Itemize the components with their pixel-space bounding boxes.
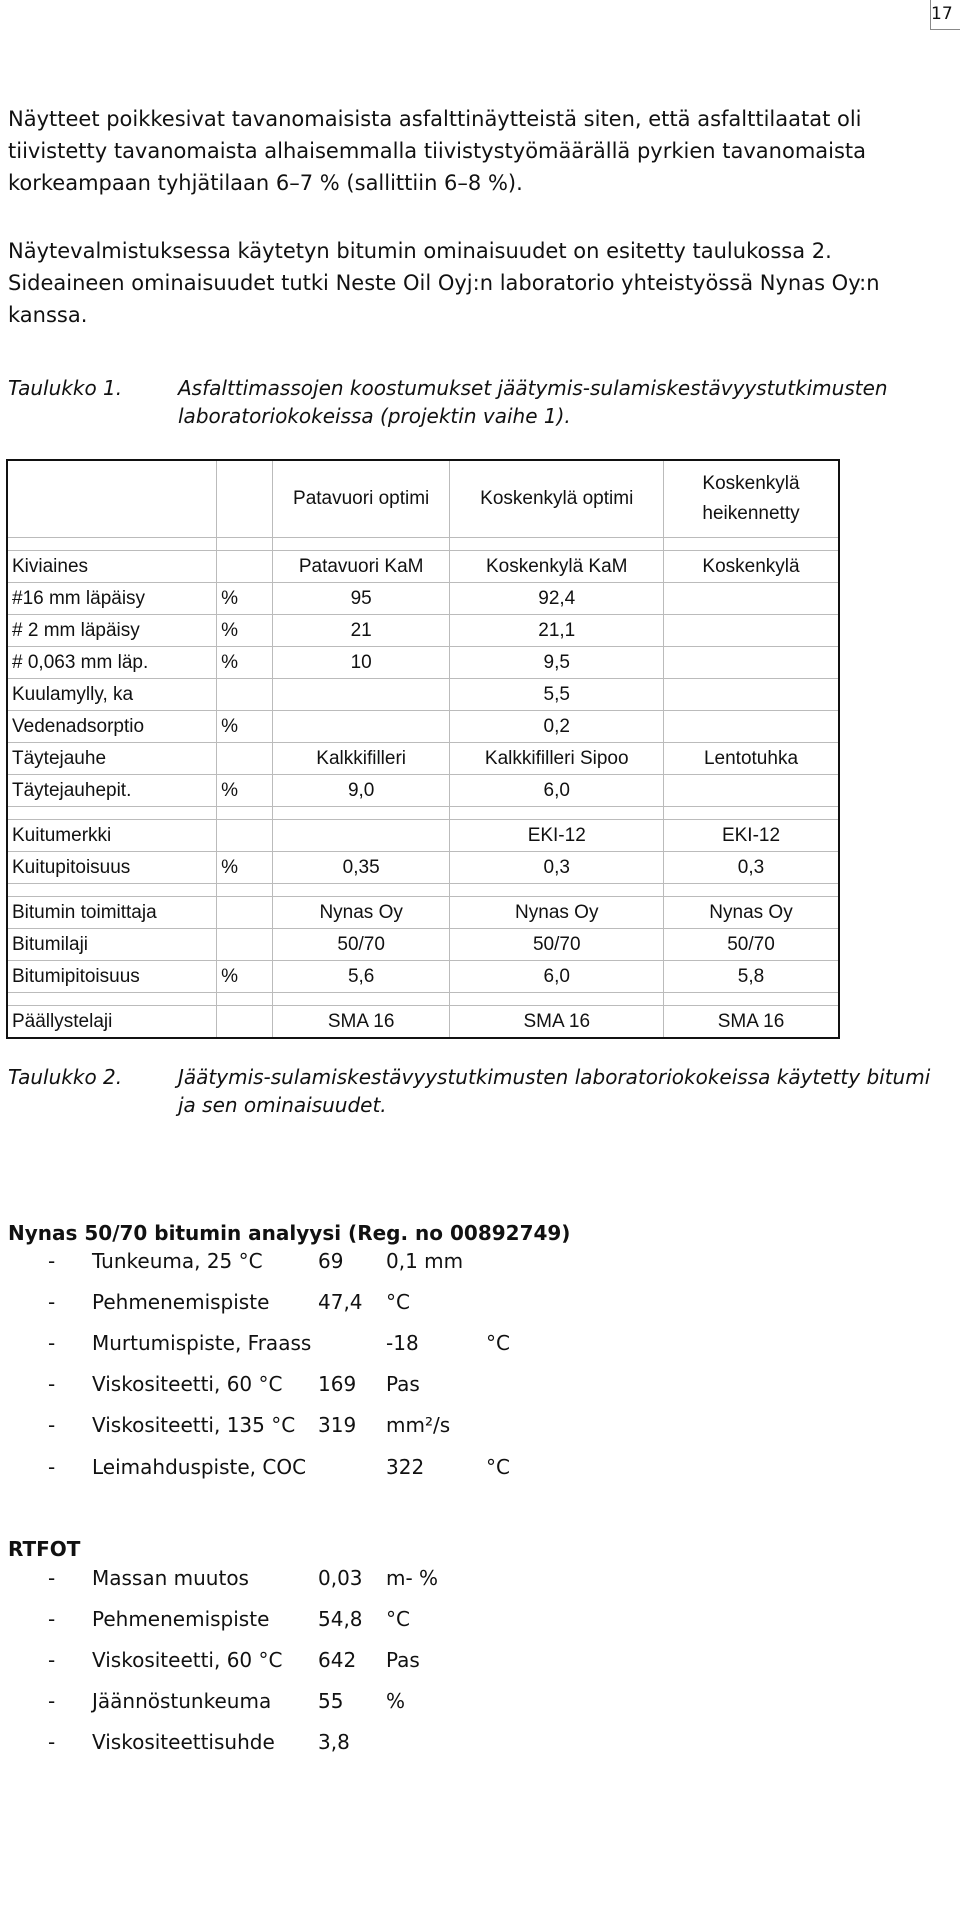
table-cell: Täytejauhepit. <box>7 775 217 807</box>
table1-caption <box>8 374 948 434</box>
list-item-name: Murtumispiste, Fraass <box>92 1331 312 1355</box>
table-cell: Kuitumerkki <box>7 820 217 852</box>
table-row <box>7 897 839 929</box>
table-cell <box>664 775 840 807</box>
table-cell: Vedenadsorptio <box>7 711 217 743</box>
list-item-value: 47,4 <box>318 1290 363 1314</box>
composition-table <box>6 459 840 1039</box>
paragraph-2: Näytevalmistuksessa käytetyn bitumin ominaisuudet on esitetty taulukossa 2. Sideaineen ominaisuudet tutki Neste Oil Oyj:n laboratorio yhteistyössä Nynas Oy:n kanssa. <box>8 239 880 327</box>
list-dash: - <box>48 1372 56 1396</box>
list-item-unit: 0,1 mm <box>386 1249 464 1273</box>
table-cell: % <box>217 711 273 743</box>
list-item-value: 322 <box>386 1455 425 1479</box>
list-dash: - <box>48 1689 56 1713</box>
list-item-name: Jäännöstunkeuma <box>92 1689 272 1713</box>
list-item-unit: mm²/s <box>386 1413 451 1437</box>
list-item-unit: m- % <box>386 1566 439 1590</box>
table-cell <box>217 929 273 961</box>
table1-caption-label: Taulukko 1. <box>8 376 123 400</box>
table-header-cell: Koskenkylä heikennetty <box>664 460 840 538</box>
list-item-name: Tunkeuma, 25 °C <box>92 1249 263 1273</box>
table-row <box>7 679 839 711</box>
table-cell: Kalkkifilleri Sipoo <box>450 743 664 775</box>
list-item-name: Viskositeetti, 60 °C <box>92 1648 283 1672</box>
paragraph-1: Näytteet poikkesivat tavanomaisista asfalttinäytteistä siten, että asfalttilaatat oli tiivistetty tavanomaista alhaisemmalla tiivistystyömäärällä pyrkien tavanomaista korkeampaan tyhjätilaan 6–7 % (sallittiin 6–8 %). <box>8 107 867 195</box>
table-cell: 6,0 <box>450 961 664 993</box>
table-cell: Kalkkifilleri <box>272 743 450 775</box>
table-cell: #16 mm läpäisy <box>7 583 217 615</box>
table-cell: # 0,063 mm läp. <box>7 647 217 679</box>
table-cell: SMA 16 <box>450 1006 664 1039</box>
table-cell: 95 <box>272 583 450 615</box>
table-cell: # 2 mm läpäisy <box>7 615 217 647</box>
table-row <box>7 615 839 647</box>
table-cell: 50/70 <box>450 929 664 961</box>
table-row <box>7 743 839 775</box>
list-item-unit: °C <box>486 1455 510 1479</box>
table-cell: 21,1 <box>450 615 664 647</box>
table-header-row <box>7 460 839 538</box>
table-cell: EKI-12 <box>664 820 840 852</box>
list-item-value: -18 <box>386 1331 419 1355</box>
table-row <box>7 852 839 884</box>
table-cell: 6,0 <box>450 775 664 807</box>
page-number: 17 <box>930 0 960 30</box>
table-cell <box>664 647 840 679</box>
table-cell: Koskenkylä <box>664 551 840 583</box>
table-cell <box>664 679 840 711</box>
table-cell: Kuitupitoisuus <box>7 852 217 884</box>
table-cell: 9,0 <box>272 775 450 807</box>
table-cell <box>272 679 450 711</box>
table-row <box>7 583 839 615</box>
table-cell <box>217 897 273 929</box>
table-cell: 5,6 <box>272 961 450 993</box>
table-cell <box>664 711 840 743</box>
table-cell: EKI-12 <box>450 820 664 852</box>
table-row <box>7 961 839 993</box>
table-row <box>7 1006 839 1039</box>
list-item-value: 3,8 <box>318 1730 350 1754</box>
list-item-name: Pehmenemispiste <box>92 1607 270 1631</box>
list-item-unit: Pas <box>386 1648 420 1672</box>
list-dash: - <box>48 1455 56 1479</box>
table-cell: 0,2 <box>450 711 664 743</box>
list-dash: - <box>48 1290 56 1314</box>
table2-caption <box>8 1063 948 1123</box>
table-row <box>7 551 839 583</box>
list-item-unit: °C <box>386 1607 410 1631</box>
table-cell: Päällystelaji <box>7 1006 217 1039</box>
analysis-heading: Nynas 50/70 bitumin analyysi (Reg. no 00892749) <box>8 1221 571 1245</box>
list-item-name: Viskositeetti, 60 °C <box>92 1372 283 1396</box>
table-cell: Kiviaines <box>7 551 217 583</box>
list-item-name: Leimahduspiste, COC <box>92 1455 307 1479</box>
list-item-value: 69 <box>318 1249 344 1273</box>
table-cell <box>217 551 273 583</box>
list-dash: - <box>48 1648 56 1672</box>
table-row <box>7 647 839 679</box>
table-cell <box>272 820 450 852</box>
table-cell <box>217 679 273 711</box>
table-row <box>7 711 839 743</box>
list-dash: - <box>48 1607 56 1631</box>
table-cell: SMA 16 <box>272 1006 450 1039</box>
list-item-unit: Pas <box>386 1372 420 1396</box>
list-item-unit: % <box>386 1689 406 1713</box>
table-cell: Nynas Oy <box>664 897 840 929</box>
table-cell: % <box>217 647 273 679</box>
table-cell: 0,3 <box>664 852 840 884</box>
table-header-cell: Koskenkylä optimi <box>450 460 664 538</box>
table-cell <box>664 583 840 615</box>
table-cell: Patavuori KaM <box>272 551 450 583</box>
table1-caption-text: Asfalttimassojen koostumukset jäätymis-sulamiskestävyystutkimusten laboratoriokokeissa (projektin vaihe 1). <box>178 376 888 428</box>
list-dash: - <box>48 1331 56 1355</box>
table-header-cell: Patavuori optimi <box>272 460 450 538</box>
list-dash: - <box>48 1413 56 1437</box>
table-cell: % <box>217 775 273 807</box>
table2-caption-text: Jäätymis-sulamiskestävyystutkimusten laboratoriokokeissa käytetty bitumi ja sen ominaisuudet. <box>178 1065 931 1117</box>
table-cell: Koskenkylä KaM <box>450 551 664 583</box>
table-cell: Täytejauhe <box>7 743 217 775</box>
list-item-value: 642 <box>318 1648 357 1672</box>
list-item-value: 54,8 <box>318 1607 363 1631</box>
list-item-value: 319 <box>318 1413 357 1437</box>
table-cell: 92,4 <box>450 583 664 615</box>
list-item-value: 0,03 <box>318 1566 363 1590</box>
table-cell: SMA 16 <box>664 1006 840 1039</box>
table-cell: Bitumipitoisuus <box>7 961 217 993</box>
table-cell: 5,8 <box>664 961 840 993</box>
rtfot-heading: RTFOT <box>8 1537 81 1561</box>
list-item-value: 55 <box>318 1689 344 1713</box>
table-cell: Kuulamylly, ka <box>7 679 217 711</box>
table-cell: Nynas Oy <box>272 897 450 929</box>
table-cell: Lentotuhka <box>664 743 840 775</box>
table2-caption-label: Taulukko 2. <box>8 1065 123 1089</box>
table-cell: 0,35 <box>272 852 450 884</box>
table-cell: 10 <box>272 647 450 679</box>
table-cell: Bitumin toimittaja <box>7 897 217 929</box>
table-row <box>7 929 839 961</box>
table-cell <box>217 743 273 775</box>
table-header-cell <box>217 460 273 538</box>
table-cell: % <box>217 583 273 615</box>
table-cell <box>664 615 840 647</box>
table-cell: % <box>217 615 273 647</box>
list-item-unit: °C <box>386 1290 410 1314</box>
list-dash: - <box>48 1249 56 1273</box>
table-cell: 5,5 <box>450 679 664 711</box>
list-item-name: Pehmenemispiste <box>92 1290 270 1314</box>
table-row <box>7 775 839 807</box>
table-cell <box>217 820 273 852</box>
list-item-unit: °C <box>486 1331 510 1355</box>
table-cell: Bitumilaji <box>7 929 217 961</box>
table-header-cell <box>7 460 217 538</box>
table-cell <box>272 711 450 743</box>
list-item-name: Viskositeetti, 135 °C <box>92 1413 296 1437</box>
table-cell: 50/70 <box>664 929 840 961</box>
table-cell: % <box>217 961 273 993</box>
list-dash: - <box>48 1566 56 1590</box>
list-dash: - <box>48 1730 56 1754</box>
table-cell: 9,5 <box>450 647 664 679</box>
table-cell: 0,3 <box>450 852 664 884</box>
list-item-name: Massan muutos <box>92 1566 249 1590</box>
list-item-value: 169 <box>318 1372 357 1396</box>
table-row <box>7 820 839 852</box>
table-cell <box>217 1006 273 1039</box>
table-cell: % <box>217 852 273 884</box>
table-cell: Nynas Oy <box>450 897 664 929</box>
table-cell: 21 <box>272 615 450 647</box>
table-cell: 50/70 <box>272 929 450 961</box>
list-item-name: Viskositeettisuhde <box>92 1730 275 1754</box>
